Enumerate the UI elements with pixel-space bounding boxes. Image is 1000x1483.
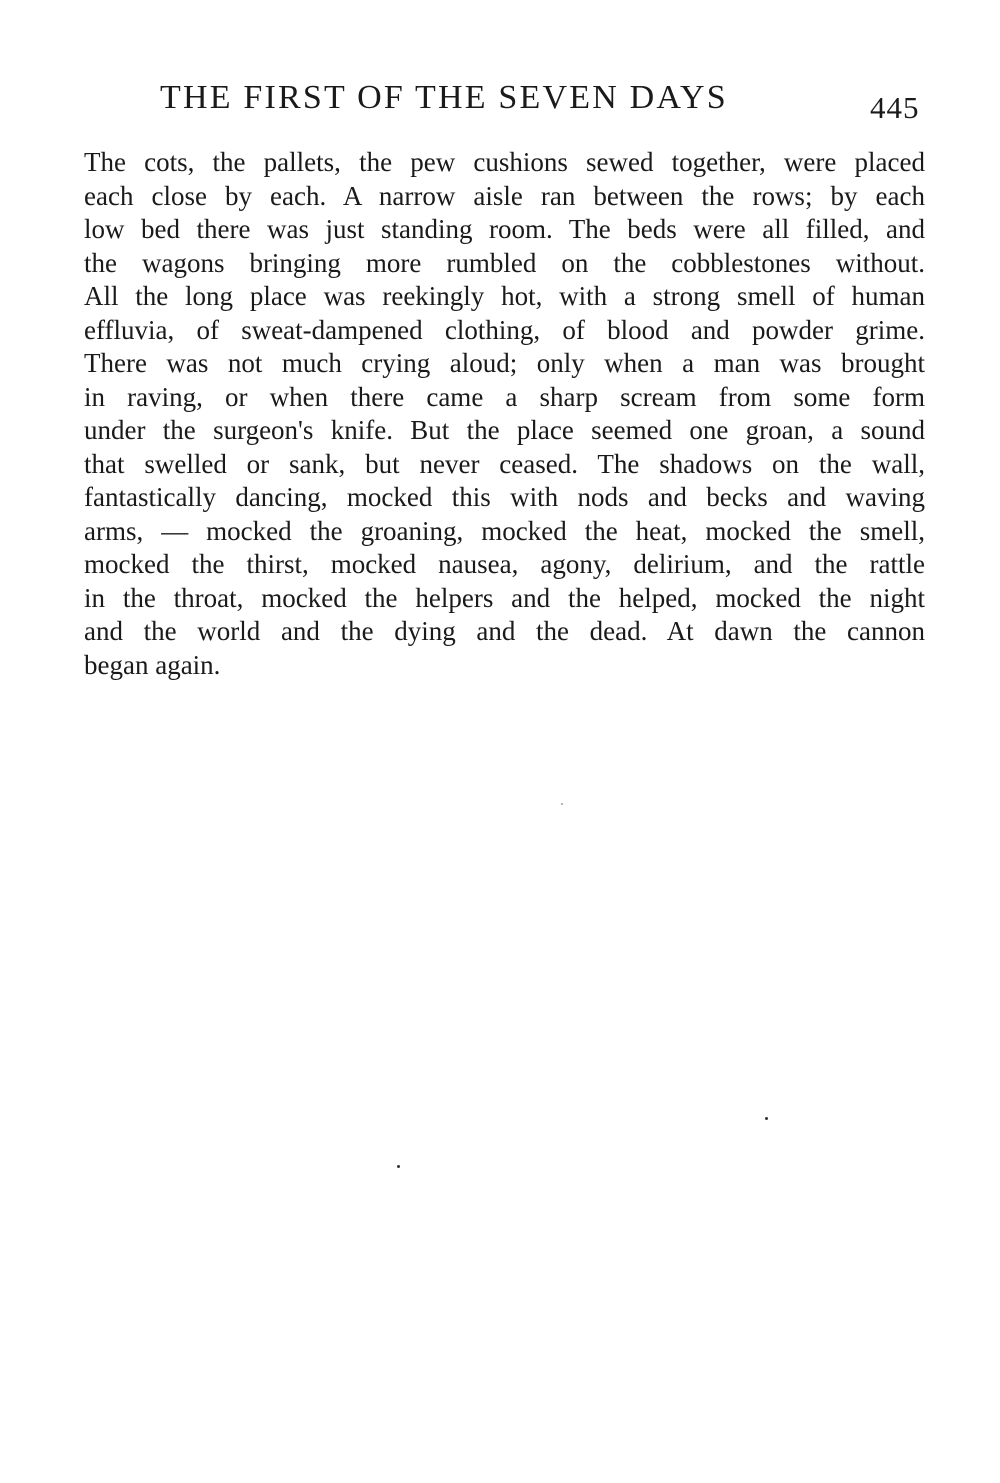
scan-speck — [397, 1165, 400, 1168]
text-line: and the world and the dying and the dead. At dawn the cannon — [84, 616, 925, 646]
body-paragraph — [84, 146, 925, 682]
text-line: each close by each. A narrow aisle ran between the rows; by each — [84, 180, 925, 211]
running-head — [160, 78, 930, 125]
text-line: low bed there was just standing room. The beds were all filled, and — [84, 214, 925, 244]
text-line: in the throat, mocked the helpers and the helped, mocked the night — [84, 582, 925, 613]
text-line: fantastically dancing, mocked this with nods and becks and waving — [84, 482, 925, 512]
text-line: began again. — [84, 649, 221, 680]
text-line: that swelled or sank, but never ceased. The shadows on the wall, — [84, 448, 925, 479]
scan-speck — [561, 803, 563, 805]
chapter-title: THE FIRST OF THE SEVEN DAYS — [160, 79, 728, 116]
text-line: mocked the thirst, mocked nausea, agony, delirium, and the rattle — [84, 549, 925, 579]
text-line: in raving, or when there came a sharp scream from some form — [84, 381, 925, 412]
scan-speck — [765, 1117, 768, 1120]
text-line: The cots, the pallets, the pew cushions sewed together, were placed — [84, 147, 925, 177]
text-line: arms, — mocked the groaning, mocked the heat, mocked the smell, — [84, 515, 925, 546]
page-number: 445 — [870, 90, 920, 125]
text-line: effluvia, of sweat-dampened clothing, of blood and powder grime. — [84, 314, 925, 345]
text-line: All the long place was reekingly hot, with a strong smell of human — [84, 281, 925, 311]
text-line: There was not much crying aloud; only when a man was brought — [84, 348, 925, 378]
text-line: under the surgeon's knife. But the place seemed one groan, a sound — [84, 415, 925, 445]
text-line: the wagons bringing more rumbled on the cobblestones without. — [84, 247, 925, 278]
